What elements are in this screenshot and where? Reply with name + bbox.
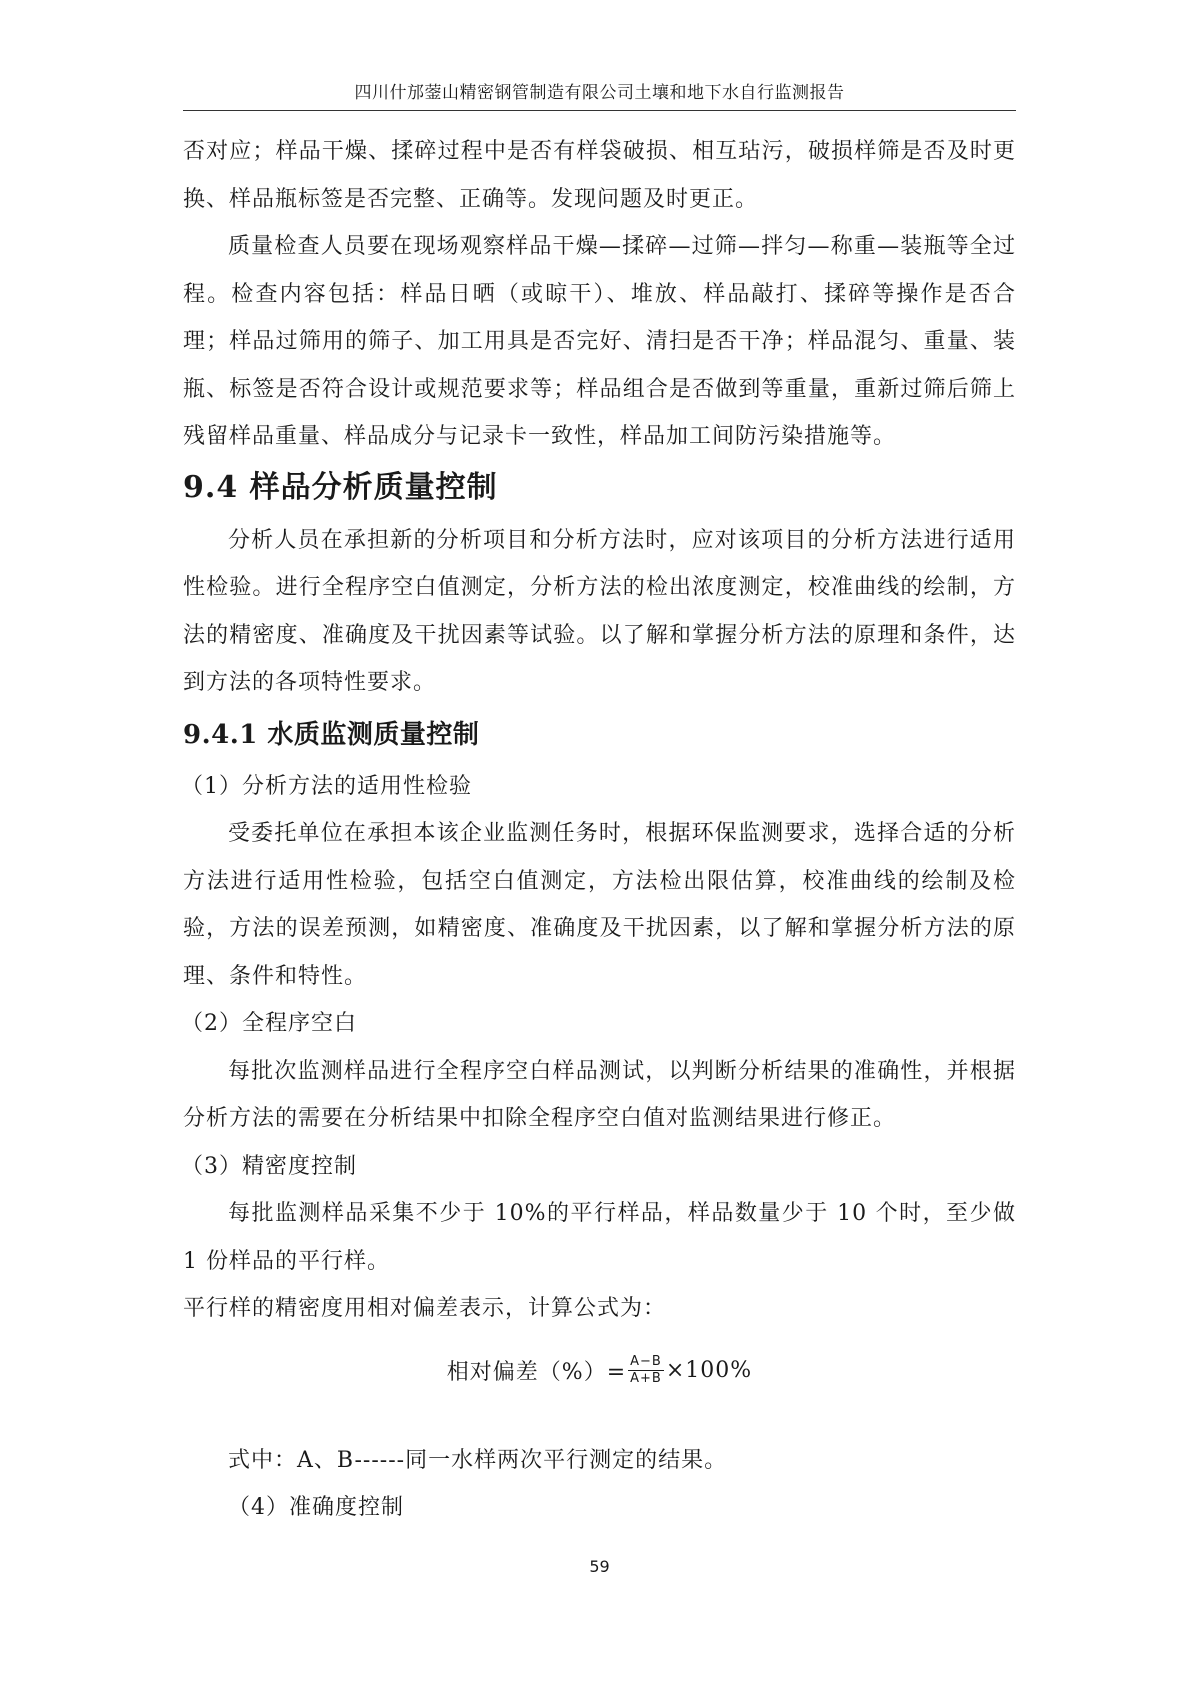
spacer xyxy=(183,1399,1016,1437)
item-body-1: 受委托单位在承担本该企业监测任务时，根据环保监测要求，选择合适的分析方法进行适用性检验，包括空白值测定，方法检出限估算，校准曲线的绘制及检验，方法的误差预测，如精密度、准确度及干扰因素，以了解和掌握分析方法的原理、条件和特性。 xyxy=(183,821,1016,989)
item-title-2: （2）全程序空白 xyxy=(181,1011,357,1036)
item-body-3: 每批监测样品采集不少于 10%的平行样品，样品数量少于 10 个时，至少做 1 份样品的平行样。 xyxy=(183,1201,1016,1274)
formula-intro: 平行样的精密度用相对偏差表示，计算公式为： xyxy=(183,1296,667,1321)
formula-lhs: 相对偏差（%）= xyxy=(446,1360,627,1385)
formula-note: 式中：A、B------同一水样两次平行测定的结果。 xyxy=(228,1447,728,1473)
item-body-2: 每批次监测样品进行全程序空白样品测试，以判断分析结果的准确性，并根据分析方法的需要在分析结果中扣除全程序空白值对监测结果进行修正。 xyxy=(183,1058,1016,1131)
header-rule xyxy=(183,110,1016,111)
page-number: 59 xyxy=(589,1557,610,1576)
section-heading-9-4: 9.4 样品分析质量控制 xyxy=(183,469,498,505)
item-title-3: （3）精密度控制 xyxy=(181,1153,357,1179)
relative-deviation-formula xyxy=(183,1343,1016,1399)
paragraph-continuation: 否对应；样品干燥、揉碎过程中是否有样袋破损、相互玷污，破损样筛是否及时更换、样品瓶标签是否完整、正确等。发现问题及时更正。 xyxy=(183,139,1016,212)
paragraph-quality-inspection: 质量检查人员要在现场观察样品干燥—揉碎—过筛—拌匀—称重—装瓶等全过程。检查内容包括：样品日晒（或晾干）、堆放、样品敲打、揉碎等操作是否合理；样品过筛用的筛子、加工用具是否完好、清扫是否干净；样品混匀、重量、装瓶、标签是否符合设计或规范要求等；样品组合是否做到等重量，重新过筛后筛上残留样品重量、样品成分与记录卡一致性，样品加工间防污染措施等。 xyxy=(183,234,1016,449)
item-title-1: （1）分析方法的适用性检验 xyxy=(181,773,472,799)
subsection-heading-9-4-1: 9.4.1 水质监测质量控制 xyxy=(183,719,480,750)
formula-rhs: ×100% xyxy=(665,1358,753,1383)
formula-numerator: A−B xyxy=(630,1354,662,1369)
page-header: 四川什邡蓥山精密钢管制造有限公司土壤和地下水自行监测报告 xyxy=(354,83,845,103)
formula-fraction xyxy=(628,1354,664,1387)
formula-denominator: A+B xyxy=(630,1371,662,1386)
item-title-4: （4）准确度控制 xyxy=(228,1495,404,1520)
page-content xyxy=(183,128,1016,1532)
paragraph-analysis-quality: 分析人员在承担新的分析项目和分析方法时，应对该项目的分析方法进行适用性检验。进行全程序空白值测定，分析方法的检出浓度测定，校准曲线的绘制，方法的精密度、准确度及干扰因素等试验。以了解和掌握分析方法的原理和条件，达到方法的各项特性要求。 xyxy=(183,527,1016,695)
